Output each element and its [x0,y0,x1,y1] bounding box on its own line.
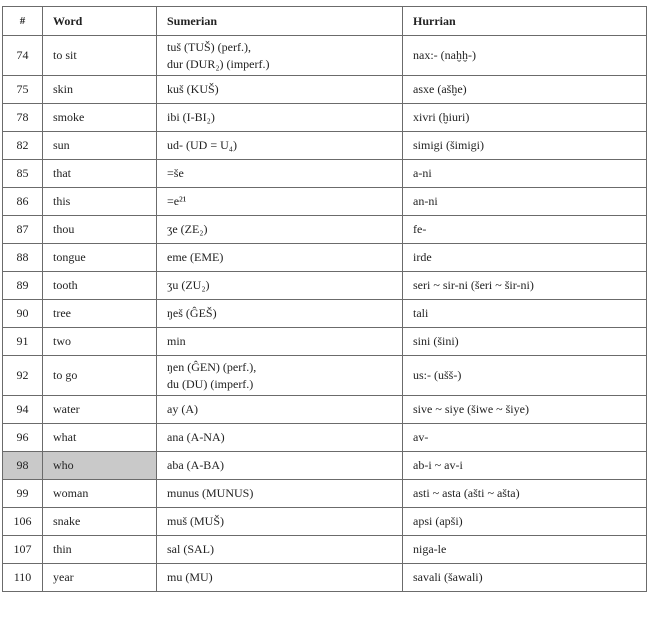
table-row [3,272,647,300]
sumerian-form: munus (MUNUS) [167,486,254,500]
english-word: that [43,160,157,188]
sumerian-cell [157,188,403,216]
sumerian-form: kuš (KUŠ) [167,82,219,96]
sumerian-cell [157,452,403,480]
header-sumerian: Sumerian [157,7,403,36]
english-word: tongue [43,244,157,272]
sumerian-form: tuš (TUŠ) (perf.), [167,39,251,54]
english-word: year [43,564,157,592]
sumerian-cell [157,36,403,76]
hurrian-form: asxe (ašḫe) [403,76,647,104]
table-row [3,424,647,452]
sumerian-form: ŋeš (ĜEŠ) [167,306,217,320]
sumerian-cell [157,480,403,508]
sumerian-cell [157,244,403,272]
english-word: woman [43,480,157,508]
sumerian-form: ud- (UD = U₄) [167,138,237,152]
english-word: who [43,452,157,480]
sumerian-form: ay (A) [167,402,198,416]
row-number: 99 [3,480,43,508]
english-word: what [43,424,157,452]
table-row [3,508,647,536]
row-number: 107 [3,536,43,564]
sumerian-cell [157,356,403,396]
sumerian-form: ŋen (ĜEN) (perf.), [167,359,257,374]
hurrian-form: apsi (apši) [403,508,647,536]
english-word: to go [43,356,157,396]
hurrian-form: fe- [403,216,647,244]
vocabulary-table [2,6,647,592]
sumerian-form: du (DU) (imperf.) [167,376,254,391]
sumerian-form: =e²¹ [167,194,187,208]
hurrian-form: a-ni [403,160,647,188]
row-number: 91 [3,328,43,356]
table-row [3,216,647,244]
hurrian-form: an-ni [403,188,647,216]
hurrian-form: nax:- (naḫḫ-) [403,36,647,76]
row-number: 86 [3,188,43,216]
english-word: thin [43,536,157,564]
table-row [3,536,647,564]
sumerian-form: muš (MUŠ) [167,514,225,528]
row-number: 88 [3,244,43,272]
sumerian-cell [157,160,403,188]
row-number: 110 [3,564,43,592]
hurrian-form: irde [403,244,647,272]
sumerian-form: aba (A-BA) [167,458,224,472]
table-row [3,244,647,272]
row-number: 82 [3,132,43,160]
sumerian-form: eme (EME) [167,250,224,264]
sumerian-cell [157,300,403,328]
english-word: thou [43,216,157,244]
table-row [3,132,647,160]
sumerian-cell [157,424,403,452]
row-number: 85 [3,160,43,188]
sumerian-form: mu (MU) [167,570,213,584]
sumerian-form: =še [167,166,184,180]
hurrian-form: savali (šawali) [403,564,647,592]
sumerian-cell [157,216,403,244]
table-row [3,36,647,76]
row-number: 106 [3,508,43,536]
header-hurrian: Hurrian [403,7,647,36]
table-body [3,36,647,592]
table-row [3,160,647,188]
hurrian-form: sive ~ siye (šiwe ~ šiye) [403,396,647,424]
row-number: 90 [3,300,43,328]
row-number: 94 [3,396,43,424]
english-word: smoke [43,104,157,132]
row-number: 74 [3,36,43,76]
hurrian-form: sini (šini) [403,328,647,356]
hurrian-form: seri ~ sir-ni (šeri ~ šir-ni) [403,272,647,300]
hurrian-form: av- [403,424,647,452]
row-number: 89 [3,272,43,300]
table-row [3,188,647,216]
table-row [3,104,647,132]
hurrian-form: xivri (ḫiuri) [403,104,647,132]
sumerian-cell [157,76,403,104]
row-number: 78 [3,104,43,132]
hurrian-form: tali [403,300,647,328]
sumerian-cell [157,132,403,160]
table-container [2,6,646,592]
table-row [3,396,647,424]
sumerian-form: ʒe (ZE₂) [167,222,208,236]
sumerian-cell [157,272,403,300]
english-word: this [43,188,157,216]
table-row [3,76,647,104]
table-row [3,564,647,592]
sumerian-form: ʒu (ZU₂) [167,278,210,292]
row-number: 92 [3,356,43,396]
hurrian-form: ab-i ~ av-i [403,452,647,480]
table-row [3,300,647,328]
table-row [3,328,647,356]
sumerian-form: sal (SAL) [167,542,214,556]
row-number: 96 [3,424,43,452]
sumerian-cell [157,508,403,536]
english-word: sun [43,132,157,160]
hurrian-form: us:- (ušš-) [403,356,647,396]
english-word: tooth [43,272,157,300]
sumerian-form: ibi (I-BI₂) [167,110,215,124]
english-word: tree [43,300,157,328]
sumerian-cell [157,328,403,356]
hurrian-form: niga-le [403,536,647,564]
row-number: 98 [3,452,43,480]
english-word: two [43,328,157,356]
sumerian-form: min [167,334,186,348]
header-number: # [3,7,43,36]
sumerian-cell [157,104,403,132]
table-row [3,452,647,480]
sumerian-form: ana (A-NA) [167,430,225,444]
english-word: snake [43,508,157,536]
header-row [3,7,647,36]
table-row [3,480,647,508]
sumerian-form: dur (DUR₂) (imperf.) [167,56,270,71]
sumerian-cell [157,396,403,424]
english-word: water [43,396,157,424]
hurrian-form: simigi (šimigi) [403,132,647,160]
hurrian-form: asti ~ asta (ašti ~ ašta) [403,480,647,508]
english-word: skin [43,76,157,104]
table-row [3,356,647,396]
row-number: 75 [3,76,43,104]
sumerian-cell [157,564,403,592]
sumerian-cell [157,536,403,564]
header-word: Word [43,7,157,36]
english-word: to sit [43,36,157,76]
row-number: 87 [3,216,43,244]
